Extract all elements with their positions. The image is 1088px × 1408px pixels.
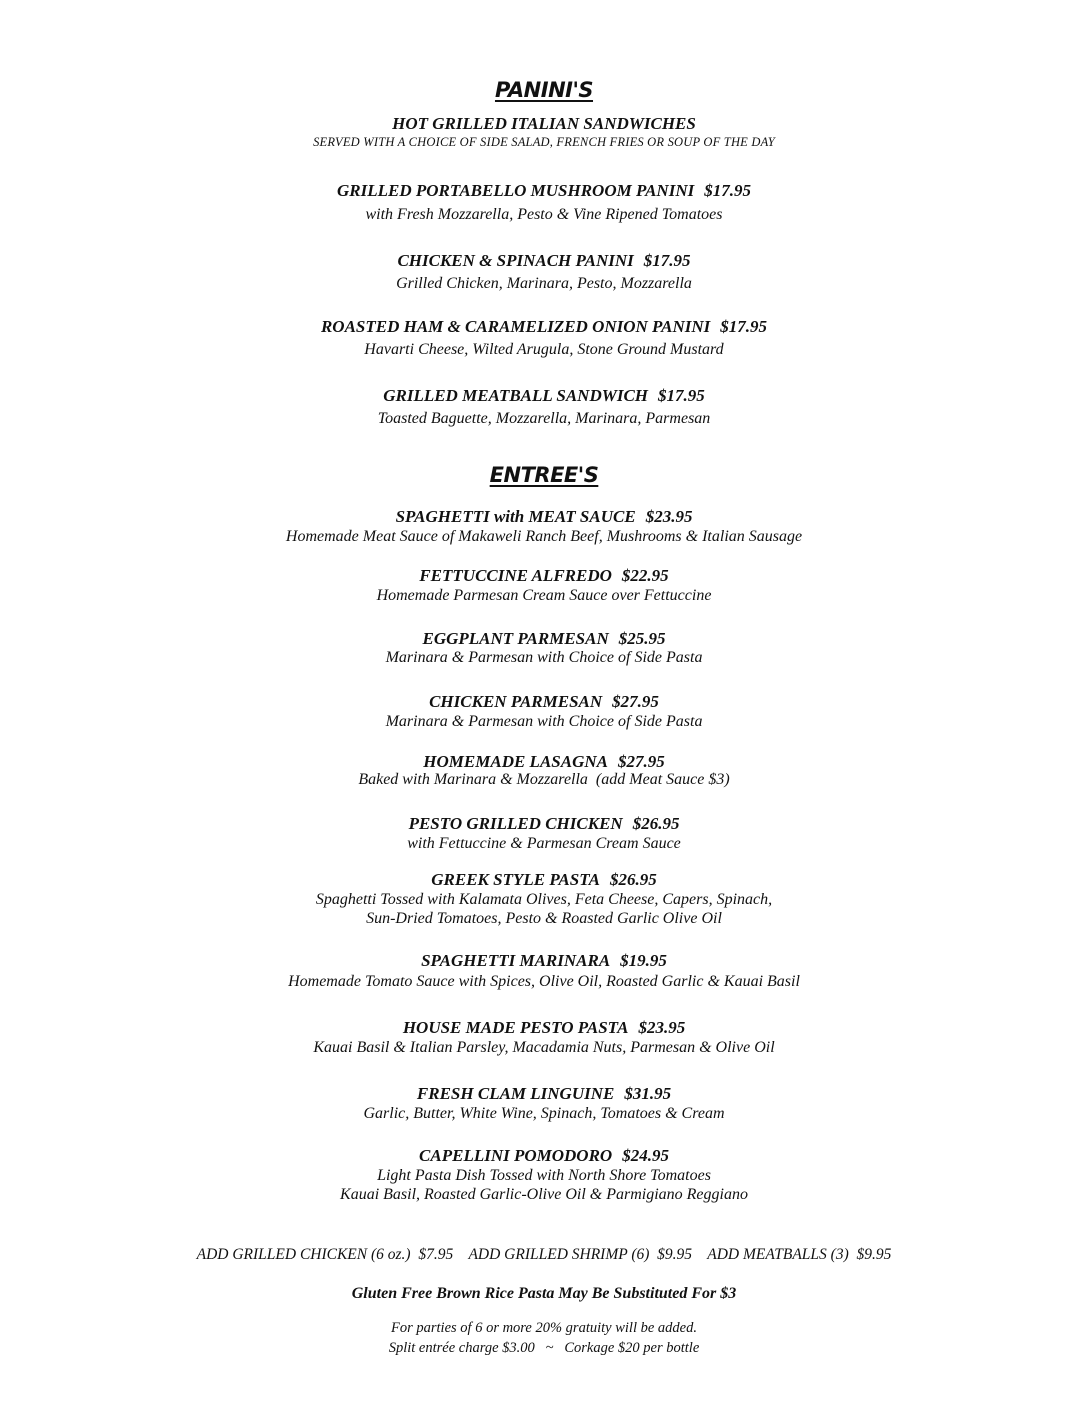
menu-item-title xyxy=(0,1085,1088,1102)
menu-item-title xyxy=(0,1019,1088,1036)
menu-item-title xyxy=(0,252,1088,269)
item-price: $27.95 xyxy=(612,692,659,711)
item-description-continued: Sun-Dried Tomatoes, Pesto & Roasted Garlic Olive Oil xyxy=(366,910,722,927)
menu-item-title xyxy=(0,753,1088,770)
paninis-tagline: SERVED WITH A CHOICE OF SIDE SALAD, FRENCH FRIES OR SOUP OF THE DAY xyxy=(313,135,775,149)
item-description: Homemade Meat Sauce of Makaweli Ranch Beef, Mushrooms & Italian Sausage xyxy=(285,528,803,545)
paninis-heading: PANINI'S xyxy=(494,78,594,102)
item-name: GREEK STYLE PASTA xyxy=(431,870,601,889)
item-price: $17.95 xyxy=(704,181,751,200)
item-name: GRILLED PORTABELLO MUSHROOM PANINI xyxy=(337,181,695,200)
item-price: $26.95 xyxy=(610,870,657,889)
item-name: GRILLED MEATBALL SANDWICH xyxy=(383,386,649,405)
item-name: SPAGHETTI MARINARA xyxy=(421,951,611,970)
item-name: FRESH CLAM LINGUINE xyxy=(416,1084,615,1103)
gluten-free-note: Gluten Free Brown Rice Pasta May Be Substituted For $3 xyxy=(351,1285,737,1302)
item-price: $27.95 xyxy=(617,752,665,771)
menu-item-title xyxy=(0,1147,1088,1164)
item-description: Kauai Basil & Italian Parsley, Macadamia Nuts, Parmesan & Olive Oil xyxy=(313,1039,775,1056)
menu-item-title xyxy=(0,182,1088,199)
paninis-subheading: HOT GRILLED ITALIAN SANDWICHES xyxy=(392,114,696,133)
item-name: HOMEMADE LASAGNA xyxy=(423,752,608,771)
menu-item-title xyxy=(0,693,1088,710)
item-description: with Fettuccine & Parmesan Cream Sauce xyxy=(407,835,681,852)
menu-item-title xyxy=(0,508,1088,525)
item-name: CHICKEN PARMESAN xyxy=(429,692,603,711)
item-price: $22.95 xyxy=(621,566,669,585)
item-price: $25.95 xyxy=(618,629,666,648)
menu-item-title xyxy=(0,871,1088,888)
item-description: Homemade Parmesan Cream Sauce over Fettuccine xyxy=(376,587,712,604)
item-name: CAPELLINI POMODORO xyxy=(419,1146,613,1165)
item-description: Marinara & Parmesan with Choice of Side Pasta xyxy=(385,649,703,666)
item-description: Marinara & Parmesan with Choice of Side Pasta xyxy=(385,713,703,730)
item-description: Garlic, Butter, White Wine, Spinach, Tomatoes & Cream xyxy=(363,1105,725,1122)
item-price: $31.95 xyxy=(624,1084,672,1103)
item-price: $19.95 xyxy=(620,951,667,970)
item-name: ROASTED HAM & CARAMELIZED ONION PANINI xyxy=(320,317,711,336)
menu-item-title xyxy=(0,387,1088,404)
menu-item-title xyxy=(0,630,1088,647)
item-name: HOUSE MADE PESTO PASTA xyxy=(402,1018,629,1037)
item-description: with Fresh Mozzarella, Pesto & Vine Ripened Tomatoes xyxy=(365,206,723,223)
item-description: Light Pasta Dish Tossed with North Shore Tomatoes xyxy=(377,1167,711,1184)
menu-item-title xyxy=(0,567,1088,584)
item-price: $23.95 xyxy=(638,1018,686,1037)
item-price: $24.95 xyxy=(622,1146,669,1165)
item-name: PESTO GRILLED CHICKEN xyxy=(408,814,623,833)
entrees-heading: ENTREE'S xyxy=(489,463,599,487)
item-price: $26.95 xyxy=(632,814,680,833)
item-name: FETTUCCINE ALFREDO xyxy=(419,566,612,585)
item-name: CHICKEN & SPINACH PANINI xyxy=(397,251,634,270)
addons-line: ADD GRILLED CHICKEN (6 oz.) $7.95 ADD GRILLED SHRIMP (6) $9.95 ADD MEATBALLS (3) $9.95 xyxy=(196,1246,892,1263)
item-price: $17.95 xyxy=(643,251,691,270)
item-name: EGGPLANT PARMESAN xyxy=(422,629,609,648)
item-description: Baked with Marinara & Mozzarella (add Meat Sauce $3) xyxy=(358,771,730,788)
item-description: Grilled Chicken, Marinara, Pesto, Mozzarella xyxy=(396,275,692,292)
item-price: $17.95 xyxy=(658,386,705,405)
item-description-continued: Kauai Basil, Roasted Garlic-Olive Oil & Parmigiano Reggiano xyxy=(340,1186,748,1203)
item-description: Spaghetti Tossed with Kalamata Olives, Feta Cheese, Capers, Spinach, xyxy=(315,891,773,908)
gratuity-policy: For parties of 6 or more 20% gratuity will be added. xyxy=(391,1320,697,1336)
item-description: Havarti Cheese, Wilted Arugula, Stone Ground Mustard xyxy=(364,341,724,358)
menu-item-title xyxy=(0,952,1088,969)
item-description: Toasted Baguette, Mozzarella, Marinara, Parmesan xyxy=(377,410,711,427)
menu-item-title xyxy=(0,815,1088,832)
item-price: $23.95 xyxy=(645,507,693,526)
item-price: $17.95 xyxy=(720,317,768,336)
item-name: SPAGHETTI with MEAT SAUCE xyxy=(395,507,636,526)
menu-item-title xyxy=(0,318,1088,335)
split-corkage-policy: Split entrée charge $3.00 ~ Corkage $20 per bottle xyxy=(388,1340,700,1356)
item-description: Homemade Tomato Sauce with Spices, Olive Oil, Roasted Garlic & Kauai Basil xyxy=(288,973,800,990)
